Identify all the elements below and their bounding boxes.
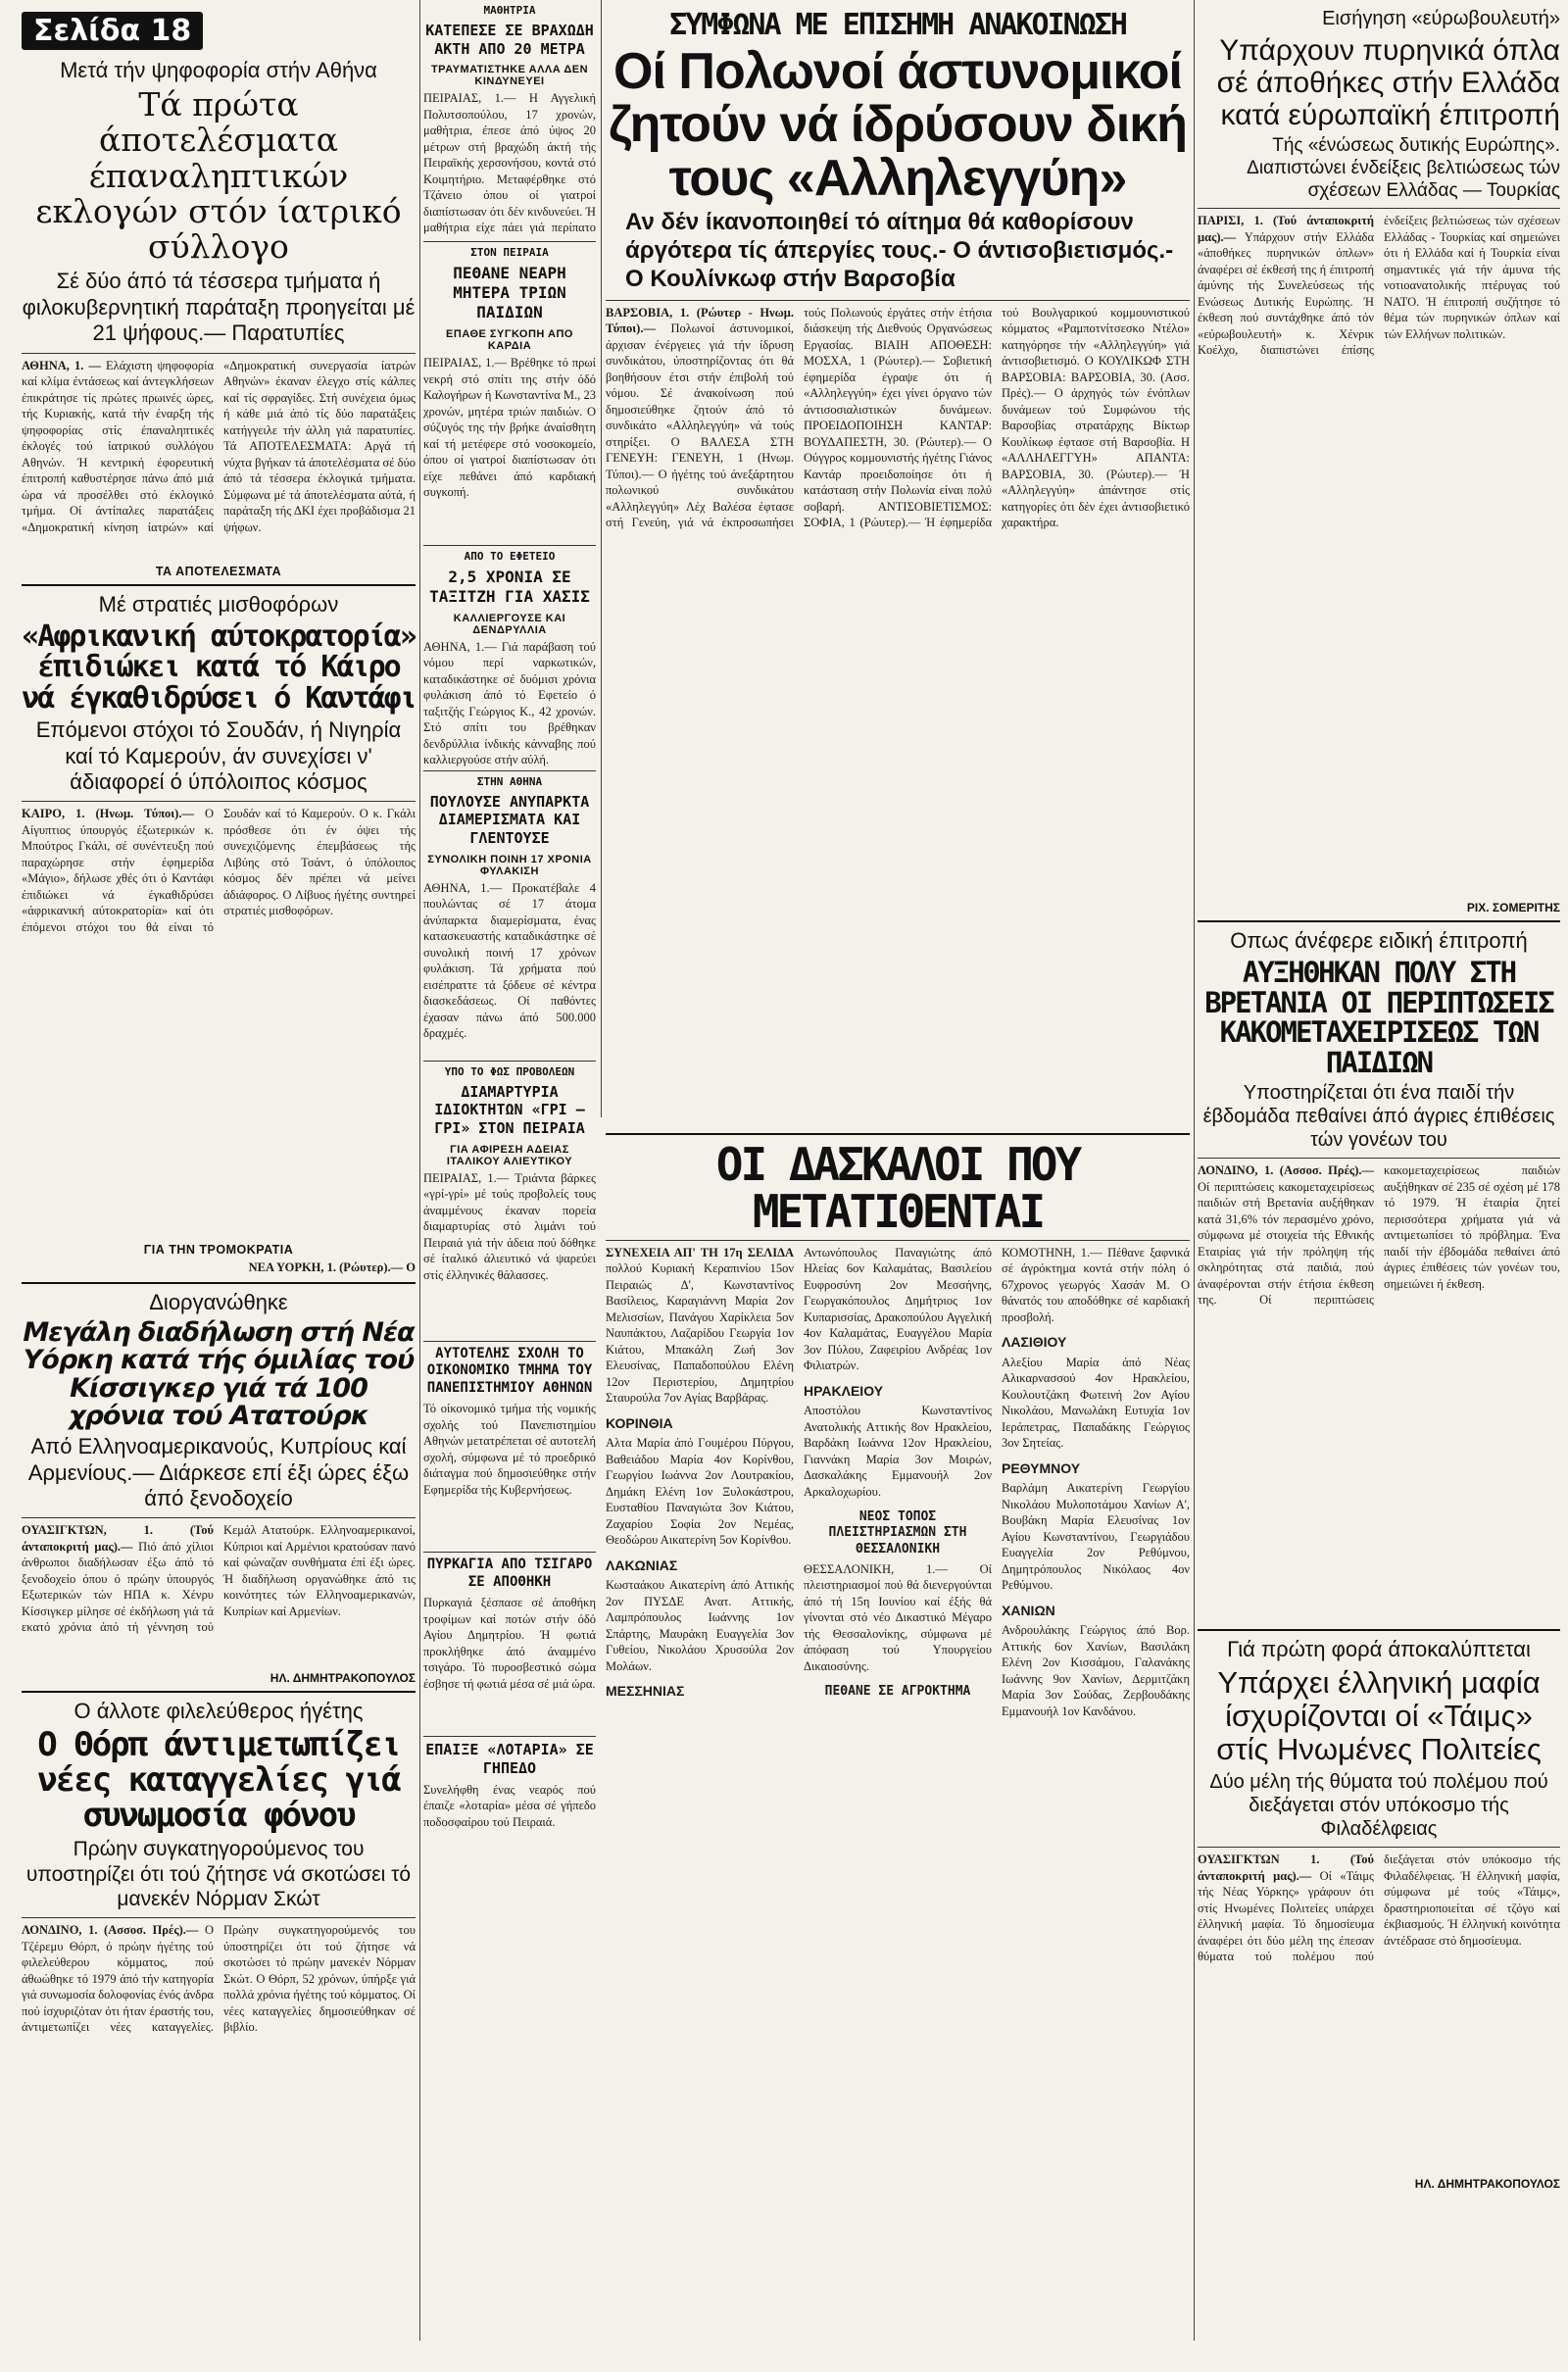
- story-kicker: Μετά τήν ψηφοφορία στήν Αθήνα: [60, 58, 377, 82]
- story-byline: ΡΙΧ. ΣΟΜΕΡΙΤΗΣ: [1466, 901, 1560, 915]
- brief-apartments: [423, 775, 596, 1057]
- right-column: [1198, 0, 1560, 2193]
- transfers-section-title: ΡΕΘΥΜΝΟΥ: [1002, 1459, 1081, 1476]
- story-kicker: Γιά πρώτη φορά άποκαλύπτεται: [1227, 1637, 1531, 1662]
- lead-headline: Οί Πολωνοί άστυνομικοί ζητούν νά ίδρύσουν δική τους «Αλληλεγγύη»: [608, 42, 1188, 207]
- brief-body: Συνελήφθη ένας νεαρός πού έπαιζε «λοταρία» μέσα σέ γήπεδο ποδοσφαίρου τού Πειραιά.: [423, 1782, 596, 1829]
- story-subhead: ΤΑ ΑΠΟΤΕΛΕΣΜΑΤΑ: [155, 564, 282, 578]
- brief-university: [423, 1346, 596, 1549]
- brief-label: ΥΠΟ ΤΟ ΦΩΣ ΠΡΟΒΟΛΕΩΝ: [444, 1064, 575, 1078]
- brief-label: ΣΤΗΝ ΑΘΗΝΑ: [476, 774, 543, 788]
- story-body: ΑΘΗΝΑ, 1. — Ελάχιστη ψηφοφορία καί κλίμα έντάσεως καί άντεγκλήσεων έπικράτησε τίς πρώτες πρωινές ώρες, τής Κυριακής, κατά τήν έναρξη τής ψηφοφορίας στίς έπαναληπτικές έκλογές τού ίατρικού συλλόγου Αθηνών. Ή κεντρική έφορευτική έπιτροπή καθυστέρησε πάνω άπό μιά ώρα νά προσέλθει στό έκλογικό τμήμα. Οί άντίπαλες παρατάξεις «Δημοκρατική κίνηση ίατρών» καί «Δημοκρατική συνεργασία ίατρών Αθηνών» έκαναν έλεγχο στίς κάλπες καί τίς σφραγίδες. Στή συνέχεια όμως ή κάθε μιά άπό τίς δύο παρατάξεις κατήγγειλε τήν άλλη γιά παρατυπίες. Τά ΑΠΟΤΕΛΕΣΜΑΤΑ: Αργά τή νύχτα βγήκαν τά άποτελέσματα σέ δύο άπό τά τέσσερα έκλογικά τμήματα. Σύμφωνα μέ τά άποτελέσματα αύτά, ή παράταξη τής ΔΚΙ έχει προβάδισμα 21 ψήφων.: [22, 358, 416, 534]
- brief-headline: ΕΠΑΙΞΕ «ΛΟΤΑΡΙΑ» ΣΕ ΓΗΠΕΔΟ: [425, 1741, 594, 1777]
- story-headline: Υπάρχει έλληνική μαφία ίσχυρίζονται οί «Τάιμς» στίς Ηνωμένες Πολιτείες: [1216, 1665, 1542, 1767]
- story-byline: ΗΛ. ΔΗΜΗΤΡΑΚΟΠΟΥΛΟΣ: [1414, 2177, 1560, 2192]
- transfers-section-text: Αποστόλου Κωνσταντίνος Ανατολικής Αττικής 8ον Ηρακλείου, Βαρδάκη Ιωάννα 12ον Ηρακλείου, Γιαννάκη Μαρία 3ον Μοιρών, Δασκαλάκης Εμμανουήλ 2ον Αρκαλοχωρίου.: [804, 1404, 992, 1499]
- story-headline: Ο Θόρπ άντιμετωπίζει νέες καταγγελίες γιά συνωμοσία φόνου: [37, 1725, 400, 1835]
- box-auction-headline: ΝΕΟΣ ΤΟΠΟΣ ΠΛΕΙΣΤΗΡΙΑΣΜΩΝ ΣΤΗ ΘΕΣΣΑΛΟΝΙΚΗ: [828, 1509, 967, 1557]
- story-deck: Επόμενοι στόχοι τό Σουδάν, ή Νιγηρία καί τό Καμερούν, άν συνεχίσει ν' άδιαφορεί ό ύπόλοιπος κόσμος: [35, 717, 402, 794]
- box-farm-death-text: ΚΟΜΟΤΗΝΗ, 1.— Πέθανε ξαφνικά σέ άγρόκτημα κοντά στήν πόλη ό 67χρονος γεωργός Χασάν Μ. Ο θάνατός του αποδόθηκε σέ καρδιακή προσβολή.: [1002, 1245, 1190, 1324]
- brief-body: Πυρκαγιά ξέσπασε σέ άποθήκη τροφίμων καί ποτών στήν όδό Αγίου Δημητρίου. Ή φωτιά προκλήθηκε άπό άναμμένο τσιγάρο. Τό πυροσβεστικό σώμα έσβησε τή φωτιά μέσα σέ μιά ώρα.: [423, 1596, 596, 1691]
- brief-label: ΜΑΘΗΤΡΙΑ: [483, 4, 536, 17]
- brief-subhead: ΤΡΑΥΜΑΤΙΣΤΗΚΕ ΑΛΛΑ ΔΕΝ ΚΙΝΔΥΝΕΥΕΙ: [430, 64, 589, 88]
- lead-body: ΒΑΡΣΟΒΙΑ, 1. (Ρώυτερ - Ηνωμ. Τύποι).— Πολωνοί άστυνομικοί, άρχισαν ένέργειες γιά τήν ίδρυση συνδικάτου, ύποστηρίζοντας ότι θά βοηθήσουν έτσι στήν έπιβολή τού νόμου. Σέ άνακοίνωση πού δημοσιεύθηκε ζητούν άπό τό συνδικάτο «Αλληλεγγύη» νά τούς στηρίξει. Ο ΒΑΛΕΣΑ ΣΤΗ ΓΕΝΕΥΗ: ΓΕΝΕΥΗ, 1 (Ηνωμ. Τύποι).— Ο ήγέτης τού άνεξάρτητου πολωνικού συνδικάτου «Αλληλεγγύη» Λέχ Βαλέσα έφτασε στή Γενεύη, γιά νά έκπροσωπήσει τούς Πολωνούς έργάτες στήν έτήσια διάσκεψη τής Διεθνούς Οργανώσεως Εργασίας. ΒΙΑΙΗ ΑΠΟΘΕΣΗ: ΜΟΣΧΑ, 1 (Ρώυτερ).— Σοβιετική έφημερίδα έγραψε ότι ή «Αλληλεγγύη» έχει γίνει όργανο τών άντισοσιαλιστικών δυνάμεων. ΠΡΟΕΙΔΟΠΟΙΗΣΗ ΚΑΝΤΑΡ: ΒΟΥΔΑΠΕΣΤΗ, 30. (Ρώυτερ).— Ο Ούγγρος κομμουνιστής ήγέτης Γιάνος Καντάρ προειδοποίησε ότι ή κατάσταση στήν Πολωνία είναι πολύ σοβαρή. ΑΝΤΙΣΟΒΙΕΤΙΣΜΟΣ: ΣΟΦΙΑ, 1 (Ρώυτερ).— Ή έφημερίδα τού Βουλγαρικού κομμουνιστικού κόμματος «Ραμποτνίτσεσκο Ντέλο» κατηγόρησε τήν «Αλληλεγγύη» γιά άντισοβιετισμό. Ο ΚΟΥΛΙΚΩΦ ΣΤΗ ΒΑΡΣΟΒΙΑ: ΒΑΡΣΟΒΙΑ, 30. (Ασσ. Πρές).— Ο άρχηγός τών ένόπλων δυνάμεων τού Συμφώνου τής Βαρσοβίας στρατάρχης Βίκτωρ Κουλίκωφ έφτασε στή Βαρσοβία. Η «ΑΛΛΗΛΕΓΓΥΗ» ΑΠΑΝΤΑ: ΒΑΡΣΟΒΙΑ, 30. (Ρώυτερ).— Ή «Αλληλεγγύη» άπάντησε στίς κατηγορίες ότι δέν έχει άντισοβιετικό χαρακτήρα.: [606, 305, 1190, 530]
- transfers-list: [606, 1245, 1190, 2372]
- brief-subhead: ΓΙΑ ΑΦΙΡΕΣΗ ΑΔΕΙΑΣ ΙΤΑΛΙΚΟΥ ΑΛΙΕΥΤΙΚΟΥ: [446, 1143, 573, 1167]
- brief-lottery: [423, 1741, 596, 1851]
- story-teacher-transfers: [606, 1127, 1190, 2372]
- transfers-section-text: Ανδρουλάκης Γεώργιος άπό Βορ. Αττικής 6ον Χανίων, Βασιλάκη Ελένη 2ον Κισσάμου, Γαλανάκης Ιωάννης 9ον Χανίων, Δερμιτζάκη Μαρία 3ον Σούδας, Ζερβουδάκης Εμμανουήλ 1ον Κανδάνου.: [1002, 1623, 1190, 1718]
- story-headline: ΑΥΞΗΘΗΚΑΝ ΠΟΛΥ ΣΤΗ ΒΡΕΤΑΝΙΑ ΟΙ ΠΕΡΙΠΤΩΣΕΙΣ ΚΑΚΟΜΕΤΑΧΕΙΡΙΣΕΩΣ ΤΩΝ ΠΑΙΔΙΩΝ: [1204, 956, 1553, 1079]
- brief-student-fall: [423, 4, 596, 237]
- story-body: ΟΥΑΣΙΓΚΤΩΝ, 1. (Τού άνταποκριτή μας).— Πιό άπό χίλιοι άνθρωποι διαδήλωσαν έξω άπό τό ξενοδοχείο όπου ό πρώην ύπουργός Εξωτερικών τών ΗΠΑ κ. Χένρυ Κίσσιγκερ μίλησε σέ έκδήλωση γιά τά εκατό χρόνια άπό τή γέννηση τού Κεμάλ Ατατούρκ. Ελληνοαμερικανοί, Κύπριοι καί Αρμένιοι κρατούσαν πανό καί φώναζαν συνθήματα έπί έξι ώρες. Ή διαδήλωση οργανώθηκε άπό τις κοινότητες τών Ελληνοαμερικανών, Κυπρίων καί Αρμενίων.: [22, 1523, 416, 1635]
- lead-story-poland: [606, 0, 1190, 1011]
- story-byline: ΗΛ. ΔΗΜΗΤΡΑΚΟΠΟΥΛΟΣ: [270, 1671, 416, 1686]
- transfers-section-title: ΜΕΣΣΗΝΙΑΣ: [606, 1683, 685, 1700]
- brief-fire: [423, 1557, 596, 1732]
- story-body: ΚΑΙΡΟ, 1. (Ηνωμ. Τύποι).— Ο Αίγυπτιος ύπουργός έξωτερικών κ. Μπούτρος Γκάλι, σέ συνέντευξη πού παραχώρησε στήν έφημερίδα «Μάγιο», δήλωσε χθές ότι ό Καντάφι έπιδιώκει νά έγκαθιδρύσει «άφρικανική αύτοκρατορία» καί ότι έπόμενοι στόχοι του θά είναι τό Σουδάν καί τό Καμερούν. Ο κ. Γκάλι πρόσθεσε ότι έν όψει τής συνεχιζόμενης έπεμβάσεως τής Λιβύης στό Τσάντ, ό ύπόλοιπος κόσμος δέν πρέπει νά μείνει άδιάφορος. Ο Λίβυος ήγέτης συντηρεί στρατιές μισθοφόρων.: [22, 807, 416, 934]
- story-kicker: Εισήγηση «εύρωβουλευτή»: [1322, 8, 1560, 29]
- transfers-headline: ΟΙ ΔΑΣΚΑΛΟΙ ΠΟΥ ΜΕΤΑΤΙΘΕΝΤΑΙ: [715, 1138, 1080, 1239]
- story-body: ΠΑΡΙΣΙ, 1. (Τού άνταποκριτή μας).— Υπάρχουν στήν Ελλάδα «άποθήκες πυρηνικών όπλων» άναφέρει σέ έκθεσή της ή έπιτροπή άμύνης τής Συνελεύσεως τής Ενώσεως Δυτικής Ευρώπης. Ή έκθεση πού συντάχθηκε άπό τόν «εύρωβουλευτή» κ. Χένρικ Κοέλχο, διαπιστώνει έπίσης ένδείξεις βελτιώσεως τών σχέσεων Ελλάδας - Τουρκίας καί σημειώνει ότι ή Ελλάδα καί ή Τουρκία είναι σημαντικές γιά τήν άμυνα τής νοτιοανατολικής πτέρυγας τού ΝΑΤΟ. Ή έπιτροπή συζήτησε τό θέμα τών πυρηνικών όπλων καί τών Ελλήνων πολιτικών.: [1198, 214, 1560, 358]
- brief-label: ΣΤΟΝ ΠΕΙΡΑΙΑ: [470, 246, 549, 260]
- brief-subhead: ΣΥΝΟΛΙΚΗ ΠΟΙΝΗ 17 ΧΡΟΝΙΑ ΦΥΛΑΚΙΣΗ: [427, 853, 592, 877]
- brief-body: ΠΕΙΡΑΙΑΣ, 1.— Τριάντα βάρκες «γρί-γρί» μέ τούς προβολείς τους άναμμένους έκαναν πορεία διαμαρτυρίας στό λιμάνι τού Πειραιά γιά τήν άδεια πού δόθηκε σέ ίταλικό άλιευτικό νά ψαρεύει στίς έλληνικές θάλασσες.: [423, 1170, 596, 1282]
- transfers-section-title: ΚΟΡΙΝΘΙΑ: [606, 1414, 673, 1431]
- story-kicker: Οπως άνέφερε ειδική έπιτροπή: [1230, 928, 1528, 954]
- brief-subhead: ΕΠΑΘΕ ΣΥΓΚΟΠΗ ΑΠΟ ΚΑΡΔΙΑ: [446, 328, 573, 352]
- brief-label: ΑΠΟ ΤΟ ΕΦΕΤΕΙΟ: [464, 550, 556, 563]
- transfers-section-title: ΛΑΚΩΝΙΑΣ: [606, 1557, 678, 1573]
- story-headline: Μεγάλη διαδήλωση στή Νέα Υόρκη κατά τής όμιλίας τού Κίσσιγκερ γιά τά 100 χρόνια τού Ατατούρκ: [23, 1316, 415, 1431]
- story-medical-elections: [22, 58, 416, 578]
- story-headline: Τά πρώτα άποτελέσματα έπαναληπτικών εκλογών στόν ίατρικό σύλλογο: [35, 85, 402, 267]
- transfers-section-text: Αντωνόπουλος Παναγιώτης άπό Ηλείας 6ον Καλαμάτας, Βασιλείου Ευφροσύνη 2ον Μεσσήνης, Γεωργακόπουλος Δημήτριος 1ον Κυπαρισσίας, Δρακοπούλου Αγγελική 4ον Καλαμάτας, Ευαγγέλου Μαρία 3ον Πύλου, Ζαφειρίου Ανδρέας 1ον Φιλιατρών.: [804, 1245, 992, 1373]
- transfers-continued: ΣΥΝΕΧΕΙΑ ΑΠ' ΤΗ 17η ΣΕΛΙΔΑ: [606, 1245, 794, 1260]
- story-kissinger-protest: [22, 1290, 416, 1686]
- brief-headline: ΠΥΡΚΑΓΙΑ ΑΠΟ ΤΣΙΓΑΡΟ ΣΕ ΑΠΟΘΗΚΗ: [426, 1557, 593, 1590]
- lead-kicker: ΣΥΜΦΩΝΑ ΜΕ ΕΠΙΣΗΜΗ ΑΝΑΚΟΙΝΩΣΗ: [669, 8, 1126, 42]
- transfers-section-title: ΧΑΝΙΩΝ: [1002, 1602, 1055, 1618]
- brief-headline: ΠΟΥΛΟΥΣΕ ΑΝΥΠΑΡΚΤΑ ΔΙΑΜΕΡΙΣΜΑΤΑ ΚΑΙ ΓΛΕΝΤΟΥΣΕ: [429, 792, 590, 847]
- transfers-intro: πολλού Κυριακή Κεραπινίου 15ον Πειραιώς Δ', Κωνσταντίνος Βασίλειος, Καραγιάννη Μαρία 2ον Μελισσίων, Πανάγου Χαρίκλεια 5ον Ναυπάκτου, Λαζαρίδου Γεωργία 1ον Κιάτου, Μπακάλη Ζωή 3ον Ελευσίνας, Παπαδοπούλου Ελένη 12ον Περιστερίου, Δημητρίου Σταυρούλα 7ον Αγίας Βαρβάρας.: [606, 1261, 794, 1406]
- story-headline: Υπάρχουν πυρηνικά όπλα σέ άποθήκες στήν Ελλάδα κατά εύρωπαϊκή έπιτροπή: [1216, 34, 1560, 131]
- brief-headline: ΔΙΑΜΑΡΤΥΡΙΑ ΙΔΙΟΚΤΗΤΩΝ «ΓΡΙ — ΓΡΙ» ΣΤΟΝ ΠΕΙΡΑΙΑ: [434, 1082, 585, 1137]
- box-auction-text: ΘΕΣΣΑΛΟΝΙΚΗ, 1.— Οί πλειστηριασμοί πού θά διενεργούνται άπό τή 15η Ιουνίου καί έξής θά γίνονται στό νέο Δικαστικό Μέγαρο τής Θεσσαλονίκης, σύμφωνα μέ άπόφαση τού Υπουργείου Δικαιοσύνης.: [804, 1561, 992, 1673]
- brief-body: ΠΕΙΡΑΙΑΣ, 1.— Η Αγγελική Πολυτσοπούλου, 17 χρονών, μαθήτρια, έπεσε άπό ύψος 20 μέτρων στή βραχώδη άκτή τής Πειραϊκής χερσονήσου, κοντά στό Κοιμητήριο. Μεταφέρθηκε στό Τζάνειο όπου οί γιατροί διαπίστωσαν ότι δέν κινδυνεύει. Ή μαθήτρια είχε πάει γιά περίπατο: [423, 91, 596, 235]
- story-deck: Σέ δύο άπό τά τέσσερα τμήματα ή φιλοκυβερνητική παράταξη προηγείται μέ 21 ψήφους.— Παρατυπίες: [22, 269, 416, 346]
- brief-headline: ΠΕΘΑΝΕ ΝΕΑΡΗ ΜΗΤΕΡΑ ΤΡΙΩΝ ΠΑΙΔΙΩΝ: [453, 264, 566, 321]
- column-rule: [1194, 0, 1195, 2341]
- brief-body: Τό οίκονομικό τμήμα τής νομικής σχολής τού Πανεπιστημίου Αθηνών μετατρέπεται σέ αυτοτελή σχολή, σύμφωνα μέ τό προεδρικό διάταγμα πού δημοσιεύθηκε στήν Εφημερίδα τής Κυβερνήσεως.: [423, 1402, 596, 1497]
- story-deck: Πρώην συγκατηγορούμενος του υποστηρίζει ότι τού ζήτησε νά σκοτώσει τό μανεκέν Νόρμαν Σκώτ: [25, 1838, 412, 1910]
- brief-mother-died: [423, 246, 596, 541]
- brief-headline: ΑΥΤΟΤΕΛΗΣ ΣΧΟΛΗ ΤΟ ΟΙΚΟΝΟΜΙΚΟ ΤΜΗΜΑ ΤΟΥ ΠΑΝΕΠΙΣΤΗΜΙΟΥ ΑΘΗΝΩΝ: [426, 1345, 593, 1396]
- story-greek-mafia: [1198, 1637, 1560, 2191]
- briefs-column: [423, 0, 596, 1851]
- transfers-section-text: Βαρλάμη Αικατερίνη Γεωργίου Νικολάου Μυλοποτάμου Χανίων Α', Βουβάκη Μαρία Ελευσίνας 1ον Αγίου Κωνσταντίνου, Γεωργιάδου Ευαγγελία 2ον Ρεθύμνου, Δημητρόπουλος Νικόλαος 4ον Ρεθύμνου.: [1002, 1481, 1190, 1593]
- column-rule: [419, 0, 420, 2341]
- story-deck: Υποστηρίζεται ότι ένα παιδί τήν έβδομάδα πεθαίνει άπό άγριες έπιθέσεις τών γονέων του: [1202, 1082, 1555, 1152]
- transfers-section-text: Αλεξίου Μαρία άπό Νέας Αλικαρνασσού 4ον Ηρακλείου, Κουλουτζάκη Φωτεινή 2ον Αγίου Νικολάου, Μανωλάκη Ευτυχία 1ον Ιεράπετρας, Παπαδάκης Γεώργιος 3ον Σητείας.: [1002, 1355, 1190, 1451]
- story-headline: «Αφρικανική αύτοκρατορία» έπιδιώκει κατά τό Κάιρο νά έγκαθιδρύσει ό Καντάφι: [22, 618, 416, 716]
- brief-subhead: ΚΑΛΛΙΕΡΓΟΥΣΕ ΚΑΙ ΔΕΝΔΡΥΛΛΙΑ: [453, 612, 566, 636]
- brief-body: ΑΘΗΝΑ, 1.— Γιά παράβαση τού νόμου περί ναρκωτικών, καταδικάστηκε σέ δυόμισι χρόνια φυλάκιση άπό τό Εφετείο ό ταξιτζής Γεώργιος Κ., 42 χρονών. Στό σπίτι του βρέθηκαν δενδρύλλια ίνδικής κάνναβης πού καλλιεργούσε στήν αύλή.: [423, 639, 596, 766]
- brief-fishing-boats: [423, 1065, 596, 1337]
- story-deck: Από Ελληνοαμερικανούς, Κυπρίους καί Αρμενίους.— Διάρκεσε επί έξι ώρες έξω άπό ξενοδοχείο: [27, 1434, 410, 1510]
- story-gaddafi: [22, 592, 416, 1276]
- lead-deck: Αν δέν ίκανοποιηθεί τό αίτημα θά καθορίσουν άργότερα τίς άπεργίες τους.- Ο άντισοβιετισμός.- Ο Κουλίνκωφ στήν Βαρσοβία: [625, 209, 1174, 292]
- story-body: ΟΥΑΣΙΓΚΤΩΝ 1. (Τού άνταποκριτή μας).— Οί «Τάιμς τής Νέας Υόρκης» γράφουν ότι στίς Ηνωμένες Πολιτείες υπάρχει έλληνική μαφία. Τό δημοσίευμα άναφέρει ότι δύο μέλη της έπεσαν θύματα τού πολέμου πού διεξάγεται στόν υπόκοσμο τής Φιλαδέλφειας. Ή έλληνική μαφία, σύμφωνα μέ τούς «Τάιμς», δραστηριοποιείται σέ τζόγο καί έκβιασμούς. Ή έλληνική κοινότητα άντέδρασε στό δημοσίευμα.: [1198, 1853, 1560, 1964]
- transfers-section-text: Κωσταάκου Αικατερίνη άπό Αττικής 2ον ΠΥΣΔΕ Ανατ. Αττικής, Λαμπρόπουλος Ιωάννης 1ον Σπάρτης, Μαυράκη Ευαγγελία 3ον Γυθείου, Νικολάου Χρυσούλα 2ον Μολάων.: [606, 1578, 794, 1673]
- story-deck: Δύο μέλη τής θύματα τού πολέμου πού διεξάγεται στόν υπόκοσμο τής Φιλαδέλφειας: [1209, 1771, 1548, 1841]
- column-rule: [601, 0, 602, 1117]
- story-kicker: Ο άλλοτε φιλελεύθερος ήγέτης: [74, 1699, 364, 1724]
- story-child-abuse: [1198, 928, 1560, 1623]
- story-subhead: ΓΙΑ ΤΗΝ ΤΡΟΜΟΚΡΑΤΙΑ: [143, 1243, 294, 1258]
- transfers-section-title: ΛΑΣΙΘΙΟΥ: [1002, 1334, 1067, 1351]
- brief-headline: 2,5 ΧΡΟΝΙΑ ΣΕ ΤΑΞΙΤΖΗ ΓΙΑ ΧΑΣΙΣ: [429, 567, 590, 606]
- story-tail: ΝΕΑ ΥΟΡΚΗ, 1. (Ρώυτερ).— Ο: [248, 1260, 416, 1275]
- story-deck: Τής «ένώσεως δυτικής Ευρώπης». Διαπιστώνει ένδείξεις βελτιώσεως τών σχέσεων Ελλάδας — Τουρκίας: [1247, 135, 1560, 201]
- brief-body: ΠΕΙΡΑΙΑΣ, 1.— Βρέθηκε τό πρωί νεκρή στό σπίτι της στήν όδό Καλογήρων ή Κωνσταντίνα Μ., 23 χρονών, μητέρα τριών παιδιών. Ο σύζυγός της τήν βρήκε άναίσθητη καί τή μετέφερε στό νοσοκομείο, όπου οί γιατροί διαπίστωσαν ότι είχε πεθάνει άπό καρδιακή συγκοπή.: [423, 356, 596, 499]
- story-body: ΛΟΝΔΙΝΟ, 1. (Ασσοσ. Πρές).— Ο Τζέρεμυ Θόρπ, ό πρώην ήγέτης τού φιλελεύθερου κόμματος, πού άθωώθηκε τό 1979 άπό τήν κατηγορία γιά συνωμοσία δολοφονίας ένός άνδρα πού ίσχυριζόταν ότι ήταν έραστής του, άντιμετωπίζει νέες καταγγελίες. Πρώην συγκατηγορούμενός του ύποστηρίζει ότι τού ζήτησε νά σκοτώσει τό πρώην μανεκέν Νόρμαν Σκώτ. Ο Θόρπ, 52 χρόνων, ύπήρξε γιά πολλά χρόνια ήγέτης τού κόμματος. Οί νέες καταγγελίες δημοσιεύθηκαν σέ βιβλίο.: [22, 1923, 416, 2034]
- transfers-section-title: ΗΡΑΚΛΕΙΟΥ: [804, 1382, 884, 1399]
- story-nuclear-weapons: [1198, 8, 1560, 914]
- brief-headline: ΚΑΤΕΠΕΣΕ ΣΕ ΒΡΑΧΩΔΗ ΑΚΤΗ ΑΠΟ 20 ΜΕΤΡΑ: [425, 21, 594, 58]
- story-kicker: Μέ στρατιές μισθοφόρων: [98, 591, 339, 617]
- transfers-section-text: Αλτα Μαρία άπό Γουμέρου Πύργου, Βαθειάδου Μαρία 4ον Κορίνθου, Γεωργίου Ιωάννα 2ον Λουτρακίου, Δημάκη Ελένη 1ον Ξυλοκάστρου, Ευσταθίου Παναγιώτα 3ον Κιάτου, Ζαχαρίου Σοφία 2ον Νεμέας, Θεοδώρου Αικατερίνη 5ον Κορίνθου.: [606, 1436, 794, 1548]
- brief-body: ΑΘΗΝΑ, 1.— Προκατέβαλε 4 πουλώντας σέ 17 άτομα άνύπαρκτα διαμερίσματα, ένας κατασκευαστής καταδικάστηκε σέ συνολική ποινή 17 χρόνων φυλάκιση. Τά χρήματα πού εισέπραττε τά ξόδευε σέ κέντρα διασκεδάσεως. Οί παθόντες έχασαν πάνω άπό 500.000 δραχμές.: [423, 880, 596, 1041]
- story-thorpe: [22, 1699, 416, 2148]
- page-number-badge: Σελίδα 18: [22, 12, 203, 50]
- brief-taxi-driver: [423, 550, 596, 766]
- story-kicker: Διοργανώθηκε: [149, 1289, 288, 1314]
- story-body: ΛΟΝΔΙΝΟ, 1. (Ασσοσ. Πρές).— Οί περιπτώσεις κακομεταχειρίσεως παιδιών στή Βρετανία αυξήθηκαν κατά 31,6% τόν περασμένο χρόνο, σύμφωνα μέ στοιχεία τής Εθνικής Εταιρίας γιά τήν πρόληψη τής σκληρότητας στά παιδιά, πού άναφέρονται στήν έτήσια έκθεση της. Οί περιπτώσεις κακομεταχειρίσεως παιδιών αυξήθηκαν σέ 235 σέ σχέση μέ 178 τό 1979. Ή έταιρία ζητεί περισσότερα χρήματα γιά νά αντιμετωπίσει τό πρόβλημα. Ένα παιδί τήν έβδομάδα πεθαίνει άπό άγριες έπιθέσεις τών γονέων του, σημειώνει ή έκθεση.: [1198, 1163, 1560, 1308]
- left-column: [22, 0, 416, 2148]
- box-farm-death-headline: ΠΕΘΑΝΕ ΣΕ ΑΓΡΟΚΤΗΜΑ: [824, 1684, 971, 1700]
